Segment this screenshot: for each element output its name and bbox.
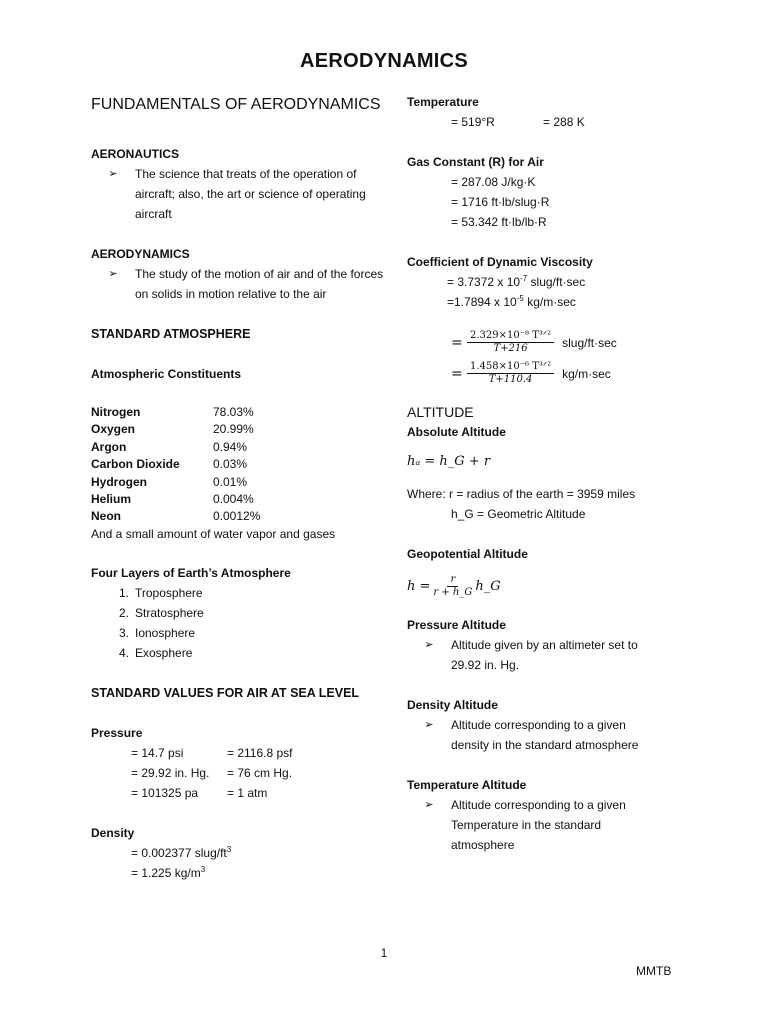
heading-temperature-altitude: Temperature Altitude [407, 778, 527, 792]
gas-constant-value: = 1716 ft·lb/slug·R [451, 195, 550, 209]
heading-density: Density [91, 826, 135, 841]
heading-geopotential-altitude: Geopotential Altitude [407, 547, 528, 561]
right-column [407, 92, 727, 855]
sutherland-formula-1: = $\frac{\text{2.329×10⁻⁸ T³ᐟ²}}{T+216}$ slug/ft·sec [451, 330, 617, 354]
where-line-2: h_G = Geometric Altitude [451, 507, 586, 521]
fraction: $\frac{r}{r + h\_G}$ [433, 574, 473, 598]
heading-aeronautics: AERONAUTICS [91, 147, 180, 161]
bullet-aerodynamics [91, 264, 391, 304]
absolute-altitude-formula: hₐ = h_G + r [407, 454, 491, 469]
geopotential-formula: h = $\frac{r}{r + h\_G}$ h_G [407, 574, 501, 598]
gas-constant-value: = 53.342 ft·lb/lb·R [451, 215, 547, 229]
footer-author: MMTB [636, 964, 672, 978]
heading-constituents: Atmospheric Constituents [91, 367, 242, 381]
sutherland-formula-2: = $\frac{\text{1.458×10⁻⁶ T³ᐟ²}}{T+110.4}$ kg/m·sec [451, 361, 611, 385]
heading-gas-constant: Gas Constant (R) for Air [407, 155, 544, 169]
density-value-1: = 0.002377 slug/$ft^3$ [131, 845, 232, 861]
arrow-bullet-icon: ➢ [424, 639, 434, 651]
arrow-bullet-icon: ➢ [424, 799, 434, 811]
heading-aerodynamics: AERODYNAMICS [91, 247, 190, 261]
list-item: 2. Stratosphere [118, 606, 204, 621]
constituent-row: Carbon Dioxide 0.03% [91, 457, 248, 472]
heading-standard-atmosphere: STANDARD ATMOSPHERE [91, 327, 251, 341]
heading-absolute-altitude: Absolute Altitude [407, 425, 506, 439]
heading-viscosity: Coefficient of Dynamic Viscosity [407, 255, 593, 269]
bullet-pressure-altitude: ➢ Altitude given by an altimeter set to 29.92 in. Hg. [407, 635, 727, 675]
constituent-row: Hydrogen 0.01% [91, 474, 248, 489]
heading-layers: Four Layers of Earth’s Atmosphere [91, 566, 291, 581]
section-title-fundamentals: FUNDAMENTALS OF AERODYNAMICS [91, 96, 381, 113]
list-item: 3. Ionosphere [118, 626, 196, 641]
bullet-density-altitude: ➢ Altitude corresponding to a given density in the standard atmosphere [407, 715, 727, 755]
pressure-row: = 101325 pa = 1 atm [131, 786, 268, 801]
arrow-bullet-icon: ➢ [108, 268, 118, 280]
gas-constant-value: = 287.08 J/kg·K [451, 175, 536, 189]
left-column [91, 92, 391, 883]
heading-altitude: ALTITUDE [407, 404, 474, 420]
heading-pressure-altitude: Pressure Altitude [407, 618, 506, 632]
viscosity-value-2: =1.7894 x $10^{-5}$ kg/m·sec [447, 294, 576, 309]
pressure-row: = 14.7 psi = 2116.8 psf [131, 746, 293, 761]
constituent-row: Nitrogen 78.03% [91, 405, 254, 419]
bullet-aeronautics [91, 164, 391, 224]
constituent-row: Helium 0.004% [91, 492, 254, 507]
viscosity-value-1: = 3.7372 x $10^{-7}$ slug/ft·sec [447, 274, 586, 289]
density-value-2: = 1.225 $kg/m^3$ [131, 865, 206, 881]
where-line-1: Where: r = radius of the earth = 3959 miles [407, 487, 636, 501]
heading-temperature: Temperature [407, 95, 479, 109]
constituents-table [91, 404, 391, 543]
constituents-note: And a small amount of water vapor and gases [91, 526, 336, 541]
temperature-values: = 519°R = 288 K [451, 115, 585, 129]
heading-density-altitude: Density Altitude [407, 698, 498, 712]
constituent-row: Argon 0.94% [91, 439, 248, 454]
aerodynamics-definition: The study of the motion of air and of the forces on solids in motion relative to the air [135, 267, 384, 301]
constituent-row: Neon 0.0012% [91, 509, 261, 524]
fraction: $\frac{\text{1.458×10⁻⁶ T³ᐟ²}}{T+110.4}$ [467, 361, 554, 386]
arrow-bullet-icon: ➢ [108, 168, 118, 180]
aeronautics-definition: The science that treats of the operation of aircraft; also, the art or science of operating aircraft [135, 167, 366, 221]
list-item: 4. Exosphere [118, 646, 193, 661]
heading-pressure: Pressure [91, 726, 143, 741]
arrow-bullet-icon: ➢ [424, 719, 434, 731]
constituent-row: Oxygen 20.99% [91, 422, 254, 437]
fraction: $\frac{\text{2.329×10⁻⁸ T³ᐟ²}}{T+216}$ [467, 330, 554, 355]
page-number: 1 [380, 946, 388, 960]
page-title: AERODYNAMICS [299, 50, 469, 72]
bullet-temperature-altitude: ➢ Altitude corresponding to a given Temperature in the standard atmosphere [407, 795, 727, 855]
pressure-row: = 29.92 in. Hg. = 76 cm Hg. [131, 766, 293, 781]
heading-standard-values: STANDARD VALUES FOR AIR AT SEA LEVEL [91, 686, 360, 701]
list-item: 1. Troposphere [118, 586, 203, 601]
